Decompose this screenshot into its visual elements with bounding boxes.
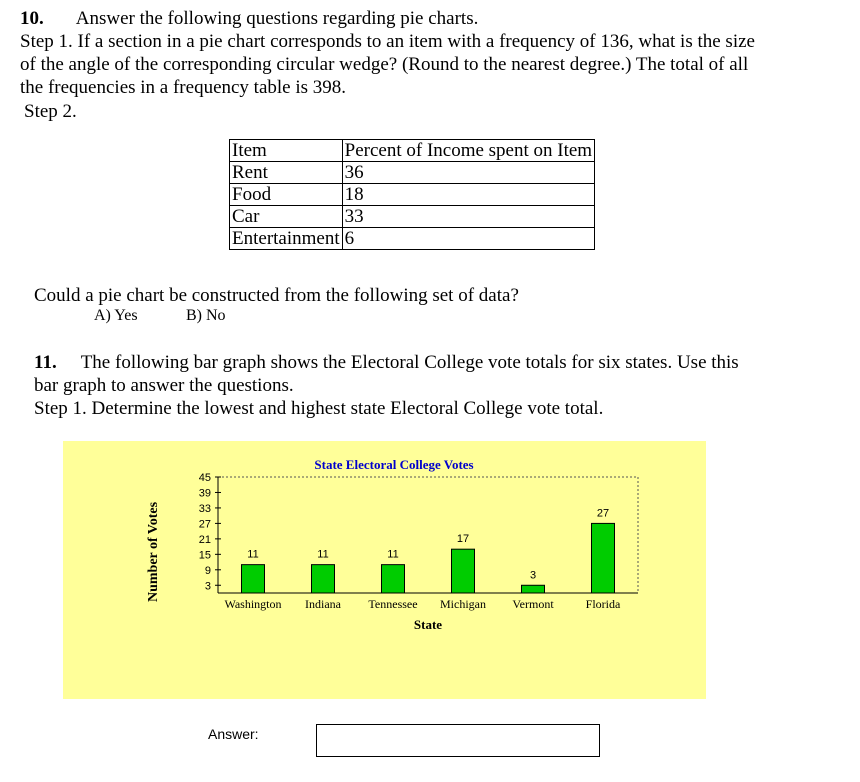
y-tick-label: 21 bbox=[198, 533, 211, 546]
x-tick-label: Vermont bbox=[512, 597, 554, 611]
q10-step1-line-2: of the angle of the corresponding circular wedge? (Round to the nearest degree.) The total of all bbox=[20, 54, 749, 75]
bar bbox=[382, 565, 405, 593]
table-cell-item: Car bbox=[230, 206, 343, 228]
x-axis-label: State bbox=[413, 617, 443, 632]
q10-question: Could a pie chart be constructed from the following set of data? bbox=[34, 285, 519, 306]
q11-step1-prefix: Step 1 bbox=[34, 398, 83, 419]
x-tick-label: Michigan bbox=[440, 597, 486, 611]
bar-value-label: 11 bbox=[317, 548, 329, 561]
q11-number: 11. bbox=[34, 352, 57, 373]
bar bbox=[242, 565, 265, 593]
q10-intro: Answer the following questions regarding pie charts. bbox=[75, 8, 479, 29]
y-tick-label: 27 bbox=[198, 518, 211, 531]
x-tick-label: Tennessee bbox=[368, 597, 418, 611]
bar-value-label: 11 bbox=[247, 548, 259, 561]
q10-step1-line-3: the frequencies in a frequency table is 398. bbox=[20, 77, 347, 98]
q11-step1-text: . Determine the lowest and highest state Electoral College vote total. bbox=[82, 398, 604, 419]
x-tick-label: Indiana bbox=[305, 597, 341, 611]
x-tick-label: Florida bbox=[585, 597, 621, 611]
bar bbox=[312, 565, 335, 593]
table-cell-item: Food bbox=[230, 184, 343, 206]
table-cell-percent: 6 bbox=[342, 228, 594, 250]
q10-step2-label: Step 2. bbox=[24, 101, 77, 122]
answer-input[interactable] bbox=[316, 724, 600, 757]
bar-value-label: 27 bbox=[596, 507, 610, 520]
option-a[interactable]: A) Yes bbox=[94, 307, 138, 324]
y-tick-label: 9 bbox=[204, 564, 211, 577]
option-b[interactable]: B) No bbox=[186, 307, 226, 324]
table-header-percent: Percent of Income spent on Item bbox=[342, 140, 594, 162]
bar bbox=[452, 549, 475, 593]
q10-step1-line-1: Step 1. If a section in a pie chart corresponds to an item with a frequency of 136, what is the size bbox=[20, 31, 755, 52]
y-tick-label: 45 bbox=[198, 472, 211, 484]
q10-number: 10. bbox=[20, 8, 44, 29]
table-cell-item: Rent bbox=[230, 162, 343, 184]
bar-value-label: 17 bbox=[456, 533, 470, 546]
q11-intro-1: The following bar graph shows the Electoral College vote totals for six states. Use this bbox=[80, 352, 739, 373]
y-axis-label: Number of Votes bbox=[146, 501, 161, 603]
y-tick-label: 15 bbox=[198, 549, 211, 562]
bar bbox=[522, 585, 545, 593]
answer-label: Answer: bbox=[208, 726, 259, 742]
y-tick-label: 39 bbox=[198, 487, 211, 500]
table-cell-percent: 36 bbox=[342, 162, 594, 184]
table-header-item: Item bbox=[230, 140, 343, 162]
bar-value-label: 3 bbox=[529, 569, 537, 582]
table-cell-item: Entertainment bbox=[230, 228, 343, 250]
y-tick-label: 33 bbox=[198, 502, 211, 515]
bar-value-label: 11 bbox=[387, 548, 399, 561]
table-cell-percent: 33 bbox=[342, 206, 594, 228]
x-tick-label: Washington bbox=[224, 597, 282, 611]
q11-intro-line-2: bar graph to answer the questions. bbox=[34, 375, 294, 396]
y-tick-label: 3 bbox=[204, 580, 211, 593]
table-cell-percent: 18 bbox=[342, 184, 594, 206]
bar bbox=[592, 523, 615, 593]
chart-title: State Electoral College Votes bbox=[314, 457, 474, 472]
